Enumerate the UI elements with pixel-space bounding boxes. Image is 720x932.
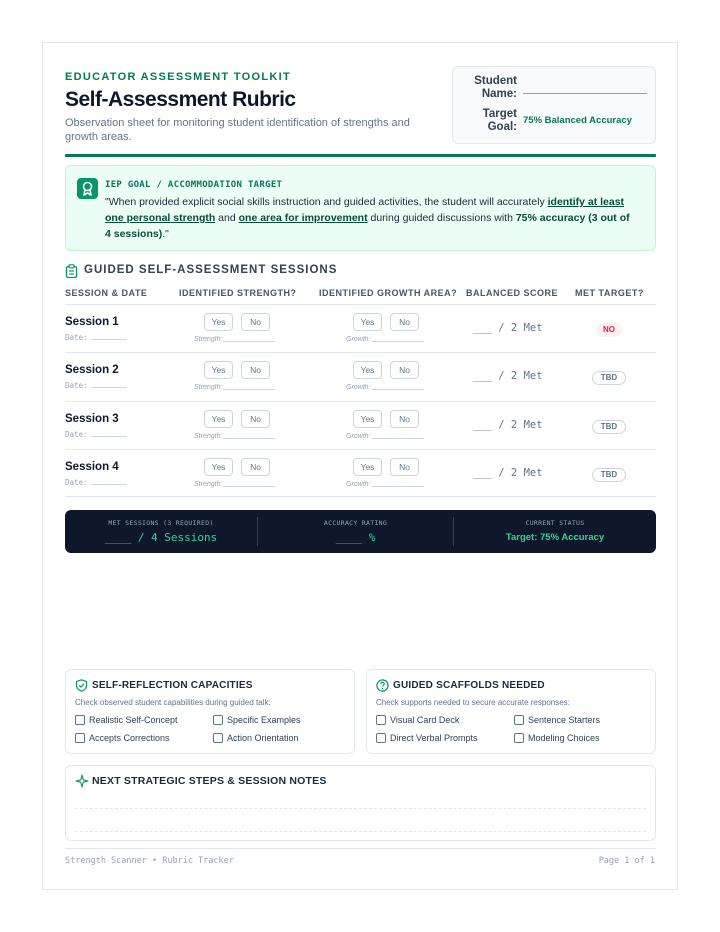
checkbox-visual-card-deck[interactable]: Visual Card Deck [376, 715, 459, 725]
checkbox-direct-verbal-prompts[interactable]: Direct Verbal Prompts [376, 733, 478, 743]
growth-no-button[interactable]: No [390, 313, 419, 331]
footer-page-number: Page 1 of 1 [598, 856, 655, 866]
session-name: Session 3 [65, 413, 119, 425]
session-name: Session 2 [65, 364, 119, 376]
notes-line[interactable] [75, 808, 646, 809]
shield-check-icon [75, 679, 88, 692]
strength-yes-button[interactable]: Yes [204, 410, 233, 428]
footer-left: Strength Scanner • Rubric Tracker [65, 856, 234, 866]
session-date[interactable]: Date: [65, 333, 127, 342]
growth-yes-button[interactable]: Yes [353, 410, 382, 428]
growth-no-button[interactable]: No [390, 361, 419, 379]
notes-line[interactable] [75, 831, 646, 832]
status-badge: TBD [592, 371, 626, 385]
help-circle-icon [376, 679, 389, 692]
rubric-page [42, 42, 678, 890]
accuracy-label: ACCURACY RATING [323, 519, 388, 527]
accuracy-summary [258, 510, 453, 553]
met-sessions-label: MET SESSIONS (3 REQUIRED) [108, 519, 214, 527]
table-row [65, 449, 656, 497]
balanced-score[interactable]: ___ / 2 Met [473, 370, 543, 382]
growth-no-button[interactable]: No [390, 410, 419, 428]
growth-note[interactable]: Growth: [346, 481, 424, 488]
strength-note[interactable]: Strength: [194, 336, 275, 343]
scaffolds-subtitle: Check supports needed to secure accurate responses: [376, 698, 570, 707]
strength-yes-button[interactable]: Yes [204, 313, 233, 331]
strength-note[interactable]: Strength: [194, 481, 275, 488]
toolkit-label: EDUCATOR ASSESSMENT TOOLKIT [65, 71, 291, 83]
col-met-target: MET TARGET? [575, 288, 644, 298]
col-score: BALANCED SCORE [466, 288, 559, 298]
col-growth: IDENTIFIED GROWTH AREA? [319, 288, 458, 298]
col-session-date: SESSION & DATE [65, 288, 148, 298]
page-title: Self-Assessment Rubric [65, 88, 296, 111]
strength-no-button[interactable]: No [241, 361, 270, 379]
checkbox-specific-examples[interactable]: Specific Examples [213, 715, 301, 725]
checkbox-accepts-corrections[interactable]: Accepts Corrections [75, 733, 170, 743]
growth-note[interactable]: Growth: [346, 384, 424, 391]
strength-note[interactable]: Strength: [194, 384, 275, 391]
growth-yes-button[interactable]: Yes [353, 361, 382, 379]
sparkle-icon [75, 774, 88, 787]
status-summary [454, 510, 656, 553]
reflection-title: SELF-REFLECTION CAPACITIES [92, 680, 253, 691]
growth-note[interactable]: Growth: [346, 433, 424, 440]
page-subtitle: Observation sheet for monitoring student identification of strengths and growth areas. [65, 117, 410, 143]
target-goal-label: Target Goal: [482, 108, 517, 133]
table-row [65, 401, 656, 449]
target-goal-value: 75% Balanced Accuracy [523, 115, 632, 126]
session-date[interactable]: Date: [65, 430, 127, 439]
strength-no-button[interactable]: No [241, 410, 270, 428]
strength-note[interactable]: Strength: [194, 433, 275, 440]
strength-yes-button[interactable]: Yes [204, 361, 233, 379]
status-badge: TBD [592, 420, 626, 434]
met-sessions-value[interactable]: ____ / 4 Sessions [104, 531, 218, 544]
strength-no-button[interactable]: No [241, 313, 270, 331]
award-icon [77, 178, 98, 199]
notes-title: NEXT STRATEGIC STEPS & SESSION NOTES [92, 775, 327, 787]
scaffolds-title: GUIDED SCAFFOLDS NEEDED [393, 680, 545, 691]
growth-yes-button[interactable]: Yes [353, 313, 382, 331]
growth-no-button[interactable]: No [390, 458, 419, 476]
scaffolds-box [366, 669, 656, 754]
balanced-score[interactable]: ___ / 2 Met [473, 419, 543, 431]
checkbox-modeling-choices[interactable]: Modeling Choices [514, 733, 600, 743]
status-badge: NO [596, 323, 622, 337]
checkbox-realistic-self-concept[interactable]: Realistic Self-Concept [75, 715, 178, 725]
growth-note[interactable]: Growth: [346, 336, 424, 343]
self-reflection-box [65, 669, 355, 754]
status-badge: TBD [592, 468, 626, 482]
summary-bar [65, 510, 656, 553]
status-value: Target: 75% Accuracy [505, 532, 605, 543]
header-divider [65, 154, 656, 157]
reflection-subtitle: Check observed student capabilities during guided talk: [75, 698, 271, 707]
table-row [65, 352, 656, 400]
status-label: CURRENT STATUS [525, 519, 585, 527]
iep-goal-callout [65, 165, 656, 251]
notes-box [65, 765, 656, 841]
session-date[interactable]: Date: [65, 478, 127, 487]
session-name: Session 4 [65, 461, 119, 473]
table-row [65, 304, 656, 352]
sessions-title: GUIDED SELF-ASSESSMENT SESSIONS [84, 264, 338, 276]
met-sessions-summary [65, 510, 257, 553]
session-date[interactable]: Date: [65, 381, 127, 390]
balanced-score[interactable]: ___ / 2 Met [473, 322, 543, 334]
strength-no-button[interactable]: No [241, 458, 270, 476]
strength-yes-button[interactable]: Yes [204, 458, 233, 476]
col-strength: IDENTIFIED STRENGTH? [179, 288, 297, 298]
accuracy-value[interactable]: ____ % [335, 531, 376, 544]
footer-divider [65, 848, 656, 849]
student-info-box [452, 66, 656, 144]
session-name: Session 1 [65, 316, 119, 328]
balanced-score[interactable]: ___ / 2 Met [473, 467, 543, 479]
checkbox-sentence-starters[interactable]: Sentence Starters [514, 715, 600, 725]
clipboard-icon [65, 264, 78, 283]
growth-yes-button[interactable]: Yes [353, 458, 382, 476]
student-name-field[interactable] [523, 93, 647, 94]
checkbox-action-orientation[interactable]: Action Orientation [213, 733, 299, 743]
student-name-label: Student Name: [474, 75, 517, 100]
goal-text: "When provided explicit social skills instruction and guided activities, the student will accurately identify at least one personal strength and one area for improvement during guided discussions with 75% accuracy (3 out of 4 sessions)." [105, 196, 630, 240]
goal-label: IEP GOAL / ACCOMMODATION TARGET [105, 180, 283, 190]
